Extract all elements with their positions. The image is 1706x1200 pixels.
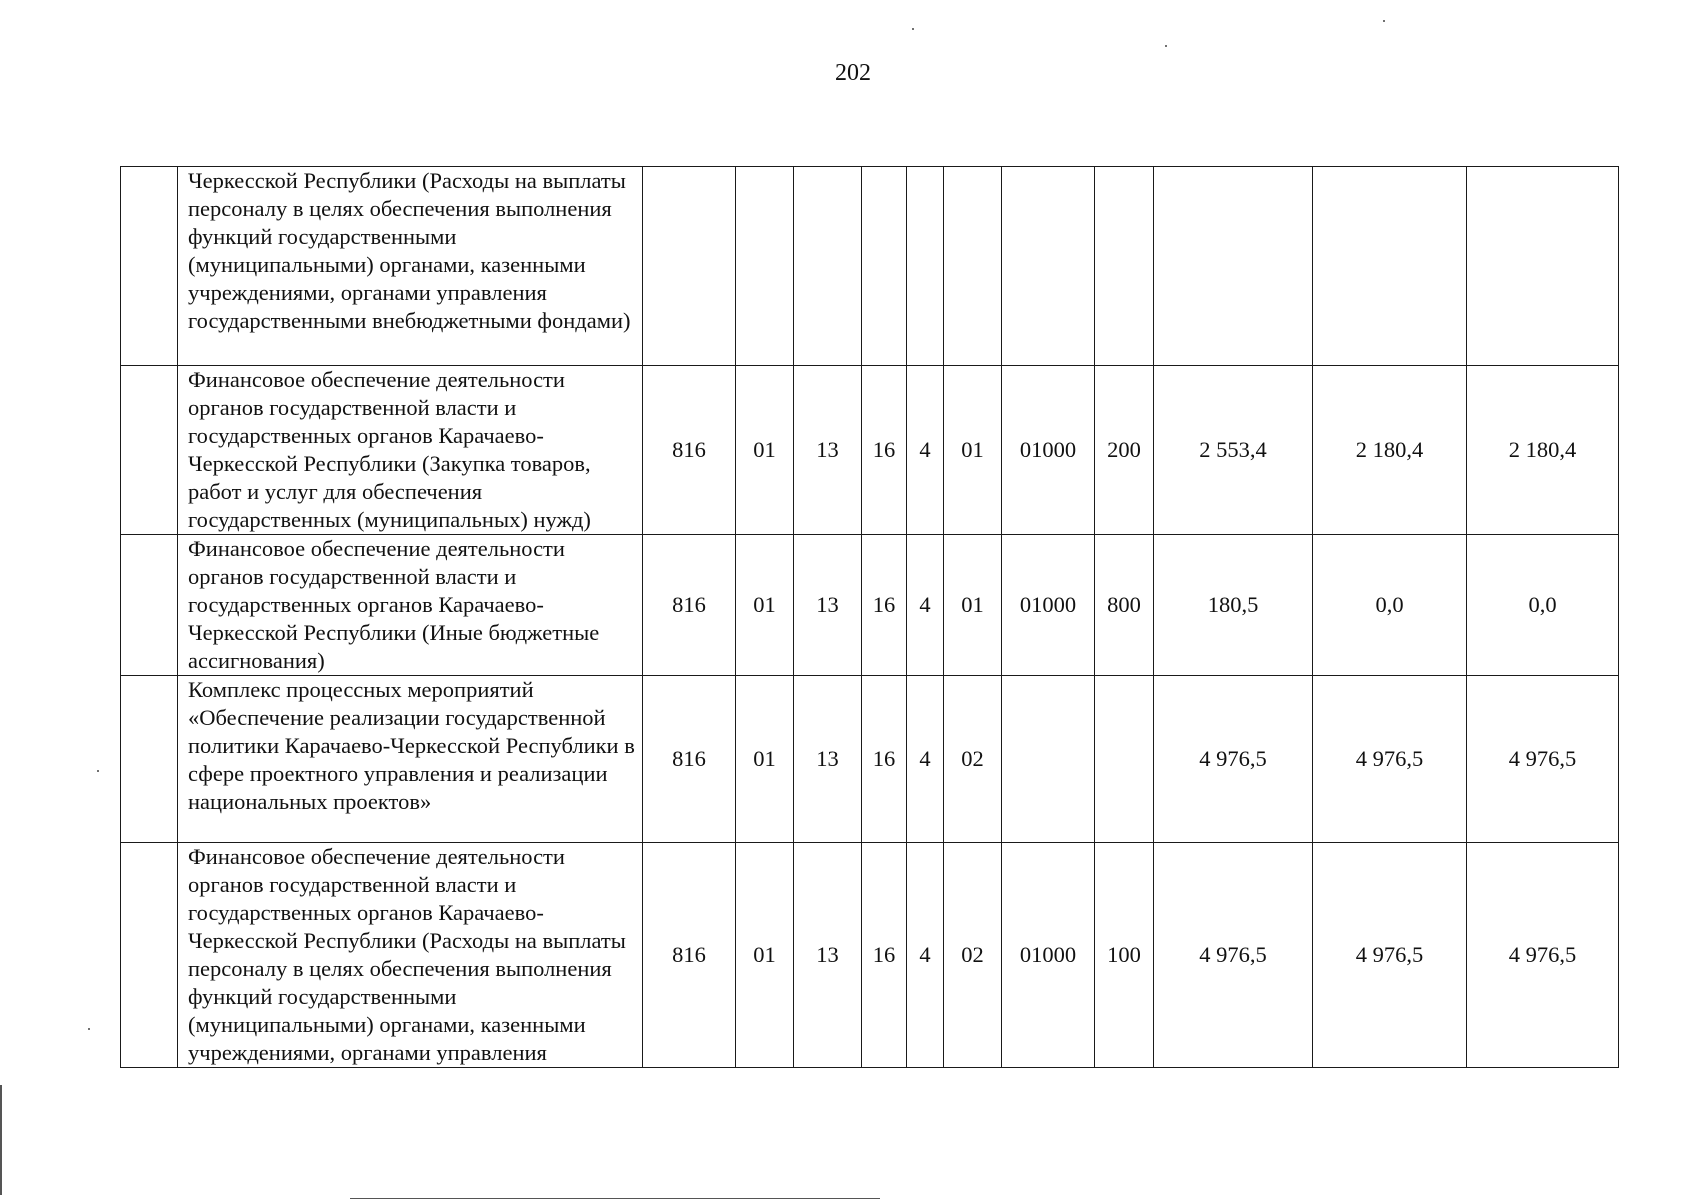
description-cell: Финансовое обеспечение деятельности органов государственной власти и государственных органов Карачаево-Черкесской Республики (Закупка товаров, работ и услуг для обеспечения государственных (муниципальных) нужд) [178,366,643,535]
expense-type-cell [1095,167,1154,366]
expense-direction-cell: 01000 [1002,366,1095,535]
ministry-code-cell [643,167,736,366]
table-row [121,167,1619,366]
program-code-cell: 16 [862,535,907,676]
amount-year1-cell: 2 553,4 [1154,366,1313,535]
table-row [121,676,1619,843]
subprogram-type-cell: 4 [907,535,944,676]
amount-year1-cell: 4 976,5 [1154,676,1313,843]
expense-type-cell: 200 [1095,366,1154,535]
subsection-code-cell: 13 [794,676,862,843]
ministry-code-cell: 816 [643,535,736,676]
amount-year3-cell: 0,0 [1467,535,1619,676]
amount-year1-cell: 180,5 [1154,535,1313,676]
section-code-cell: 01 [736,535,794,676]
scan-bottom-line [350,1198,880,1199]
expense-direction-cell [1002,167,1095,366]
subsection-code-cell [794,167,862,366]
amount-year3-cell: 2 180,4 [1467,366,1619,535]
subprogram-type-cell: 4 [907,366,944,535]
expense-type-cell: 800 [1095,535,1154,676]
expense-direction-cell [1002,676,1095,843]
scan-dot [912,28,914,30]
ministry-code-cell: 816 [643,366,736,535]
scan-dot [1165,45,1167,47]
ministry-code-cell: 816 [643,676,736,843]
row-number-cell [121,366,178,535]
subprogram-type-cell: 4 [907,676,944,843]
scan-dot [88,1028,90,1030]
amount-year1-cell: 4 976,5 [1154,843,1313,1068]
amount-year2-cell: 4 976,5 [1313,843,1467,1068]
event-code-cell: 01 [944,535,1002,676]
subsection-code-cell: 13 [794,366,862,535]
description-cell: Черкесской Республики (Расходы на выплаты персоналу в целях обеспечения выполнения функций государственными (муниципальными) органами, казенными учреждениями, органами управления государственными внебюджетными фондами) [178,167,643,366]
section-code-cell: 01 [736,676,794,843]
subprogram-type-cell [907,167,944,366]
event-code-cell: 02 [944,843,1002,1068]
program-code-cell: 16 [862,843,907,1068]
description-cell: Финансовое обеспечение деятельности органов государственной власти и государственных органов Карачаево-Черкесской Республики (Иные бюджетные ассигнования) [178,535,643,676]
table-row [121,366,1619,535]
program-code-cell: 16 [862,676,907,843]
expense-type-cell [1095,676,1154,843]
description-cell: Финансовое обеспечение деятельности органов государственной власти и государственных органов Карачаево-Черкесской Республики (Расходы на выплаты персоналу в целях обеспечения выполнения функций государственными (муниципальными) органами, казенными учреждениями, органами управления [178,843,643,1068]
section-code-cell [736,167,794,366]
table-row [121,535,1619,676]
table-row [121,843,1619,1068]
section-code-cell: 01 [736,366,794,535]
scan-dot [1383,20,1385,22]
amount-year2-cell: 4 976,5 [1313,676,1467,843]
section-code-cell: 01 [736,843,794,1068]
description-cell: Комплекс процессных мероприятий «Обеспечение реализации государственной политики Карачаево-Черкесской Республики в сфере проектного управления и реализации национальных проектов» [178,676,643,843]
expense-direction-cell: 01000 [1002,843,1095,1068]
subsection-code-cell: 13 [794,535,862,676]
page-number: 202 [835,60,871,86]
amount-year1-cell [1154,167,1313,366]
scan-edge-mark [0,1085,2,1195]
ministry-code-cell: 816 [643,843,736,1068]
amount-year3-cell: 4 976,5 [1467,676,1619,843]
program-code-cell [862,167,907,366]
expense-type-cell: 100 [1095,843,1154,1068]
subprogram-type-cell: 4 [907,843,944,1068]
amount-year2-cell [1313,167,1467,366]
expense-direction-cell: 01000 [1002,535,1095,676]
row-number-cell [121,676,178,843]
row-number-cell [121,843,178,1068]
amount-year2-cell: 2 180,4 [1313,366,1467,535]
budget-table [120,166,1619,1068]
event-code-cell: 02 [944,676,1002,843]
scan-dot [97,770,99,772]
program-code-cell: 16 [862,366,907,535]
event-code-cell: 01 [944,366,1002,535]
amount-year2-cell: 0,0 [1313,535,1467,676]
amount-year3-cell [1467,167,1619,366]
row-number-cell [121,535,178,676]
amount-year3-cell: 4 976,5 [1467,843,1619,1068]
row-number-cell [121,167,178,366]
subsection-code-cell: 13 [794,843,862,1068]
event-code-cell [944,167,1002,366]
